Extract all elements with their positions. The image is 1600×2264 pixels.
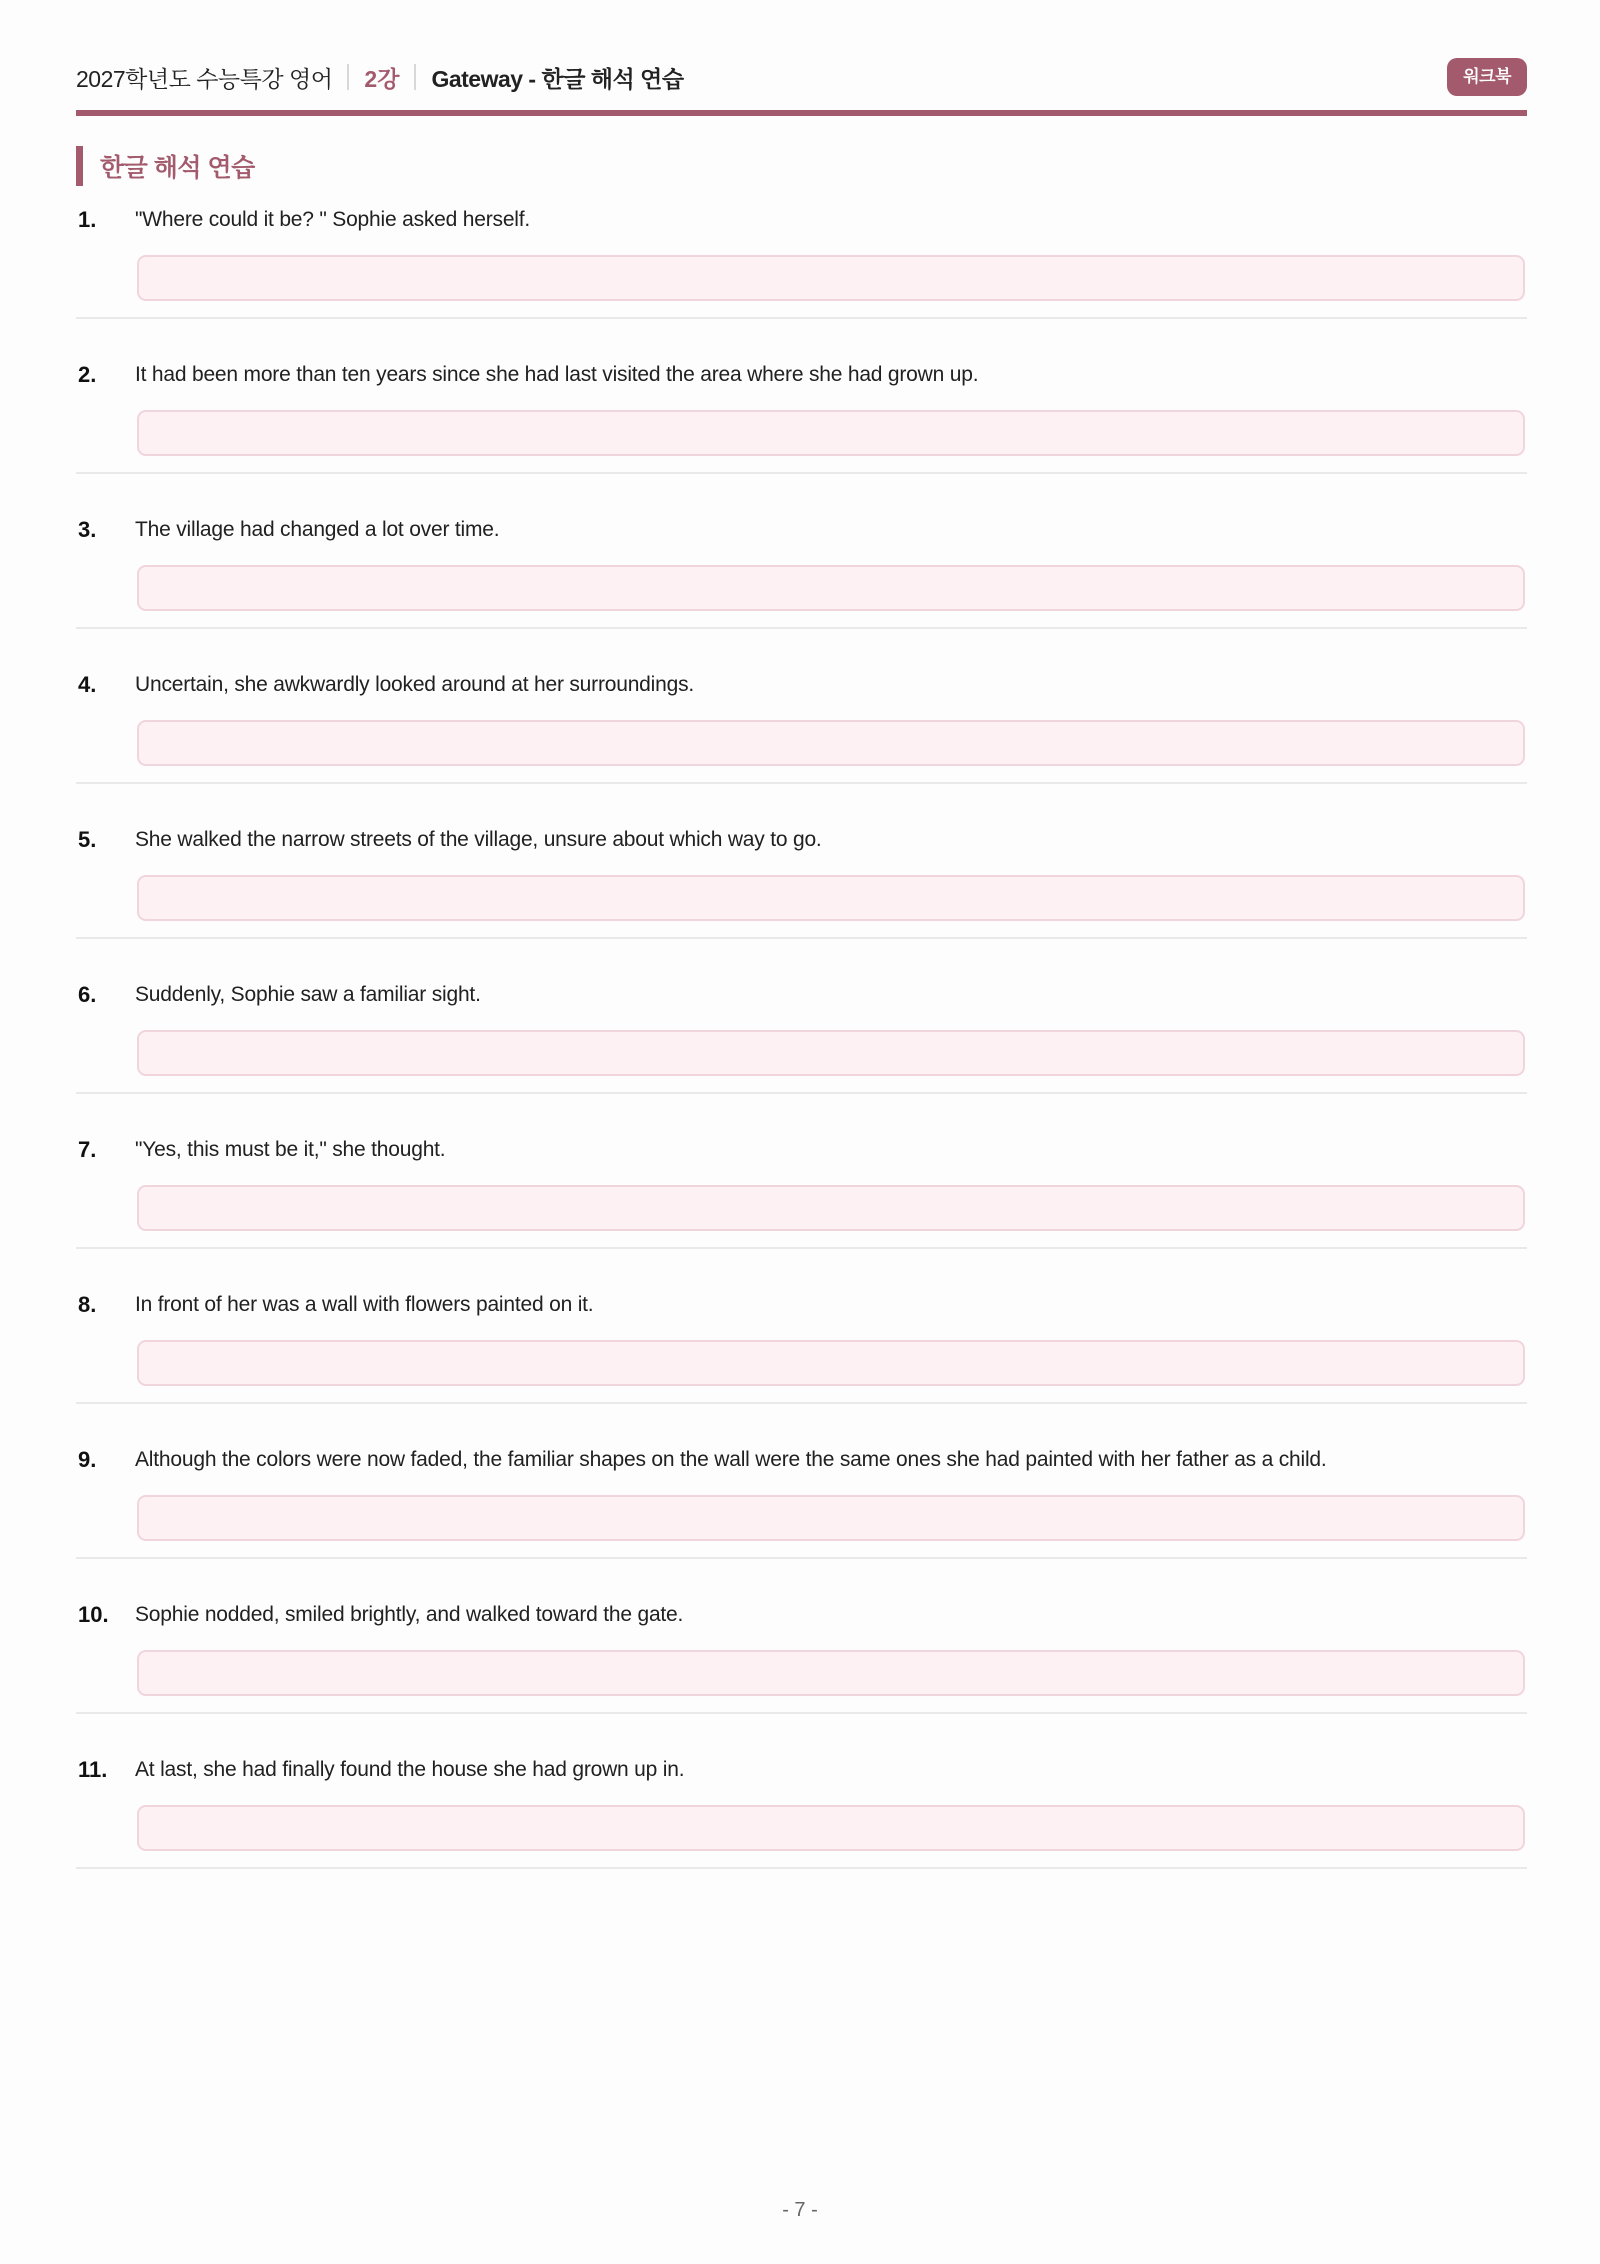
item-sentence: "Yes, this must be it," she thought. (135, 1138, 446, 1161)
item-sentence-row (76, 361, 1527, 389)
practice-item-list (76, 206, 1527, 1869)
item-divider (76, 1092, 1527, 1094)
practice-item (76, 1756, 1527, 1869)
practice-item (76, 826, 1527, 939)
item-number: 9. (78, 1447, 97, 1472)
section-accent-bar (76, 146, 83, 186)
item-sentence-row (76, 206, 1527, 234)
translation-answer-box[interactable] (137, 1185, 1525, 1231)
practice-item (76, 206, 1527, 319)
item-sentence-row (76, 1446, 1527, 1474)
item-divider (76, 1867, 1527, 1869)
item-number: 6. (78, 982, 97, 1007)
practice-item (76, 1291, 1527, 1404)
practice-item (76, 1446, 1527, 1559)
header-separator (414, 64, 416, 90)
item-sentence-row (76, 826, 1527, 854)
item-number: 5. (78, 827, 97, 852)
item-sentence-row (76, 1756, 1527, 1784)
course-label: 2027학년도 수능특강 영어 (76, 65, 333, 92)
item-divider (76, 937, 1527, 939)
section-title: 한글 해석 연습 (100, 154, 255, 182)
item-sentence-row (76, 516, 1527, 544)
item-divider (76, 317, 1527, 319)
item-number: 1. (78, 207, 97, 232)
item-sentence: In front of her was a wall with flowers painted on it. (135, 1293, 594, 1316)
practice-item (76, 516, 1527, 629)
section-heading (76, 146, 1527, 186)
item-number: 2. (78, 362, 97, 387)
translation-answer-box[interactable] (137, 1650, 1525, 1696)
item-sentence: The village had changed a lot over time. (135, 518, 500, 541)
item-divider (76, 782, 1527, 784)
item-number: 11. (78, 1757, 108, 1782)
practice-item (76, 671, 1527, 784)
item-sentence: Although the colors were now faded, the familiar shapes on the wall were the same ones she had painted with her father as a child. (135, 1448, 1327, 1471)
item-number: 8. (78, 1292, 97, 1317)
translation-answer-box[interactable] (137, 720, 1525, 766)
translation-answer-box[interactable] (137, 1340, 1525, 1386)
item-divider (76, 472, 1527, 474)
translation-answer-box[interactable] (137, 875, 1525, 921)
translation-answer-box[interactable] (137, 255, 1525, 301)
item-number: 7. (78, 1137, 97, 1162)
page-number: - 7 - (782, 2199, 818, 2221)
item-sentence-row (76, 981, 1527, 1009)
translation-answer-box[interactable] (137, 1495, 1525, 1541)
item-sentence-row (76, 671, 1527, 699)
item-sentence-row (76, 1136, 1527, 1164)
item-sentence: Uncertain, she awkwardly looked around at her surroundings. (135, 673, 695, 696)
page-header (76, 0, 1527, 98)
header-rule (76, 110, 1527, 116)
translation-answer-box[interactable] (137, 1030, 1525, 1076)
item-divider (76, 1402, 1527, 1404)
item-sentence-row (76, 1291, 1527, 1319)
item-divider (76, 1557, 1527, 1559)
page-title: Gateway - 한글 해석 연습 (431, 65, 684, 92)
item-sentence: It had been more than ten years since she had last visited the area where she had grown up. (135, 363, 979, 386)
item-sentence-row (76, 1601, 1527, 1629)
practice-item (76, 1601, 1527, 1714)
item-sentence: At last, she had finally found the house she had grown up in. (135, 1758, 685, 1781)
lesson-number-label: 2강 (364, 65, 400, 92)
practice-item (76, 981, 1527, 1094)
item-sentence: Suddenly, Sophie saw a familiar sight. (135, 983, 481, 1006)
item-sentence: "Where could it be? " Sophie asked herself. (135, 208, 531, 231)
item-divider (76, 1247, 1527, 1249)
item-number: 10. (78, 1602, 109, 1627)
translation-answer-box[interactable] (137, 410, 1525, 456)
item-number: 3. (78, 517, 97, 542)
practice-item (76, 1136, 1527, 1249)
translation-answer-box[interactable] (137, 1805, 1525, 1851)
practice-item (76, 361, 1527, 474)
workbook-badge: 워크북 (1447, 58, 1527, 96)
item-number: 4. (78, 672, 97, 697)
item-sentence: Sophie nodded, smiled brightly, and walked toward the gate. (135, 1603, 684, 1626)
item-divider (76, 627, 1527, 629)
item-sentence: She walked the narrow streets of the village, unsure about which way to go. (135, 828, 822, 851)
translation-answer-box[interactable] (137, 565, 1525, 611)
item-divider (76, 1712, 1527, 1714)
header-separator (347, 64, 349, 90)
